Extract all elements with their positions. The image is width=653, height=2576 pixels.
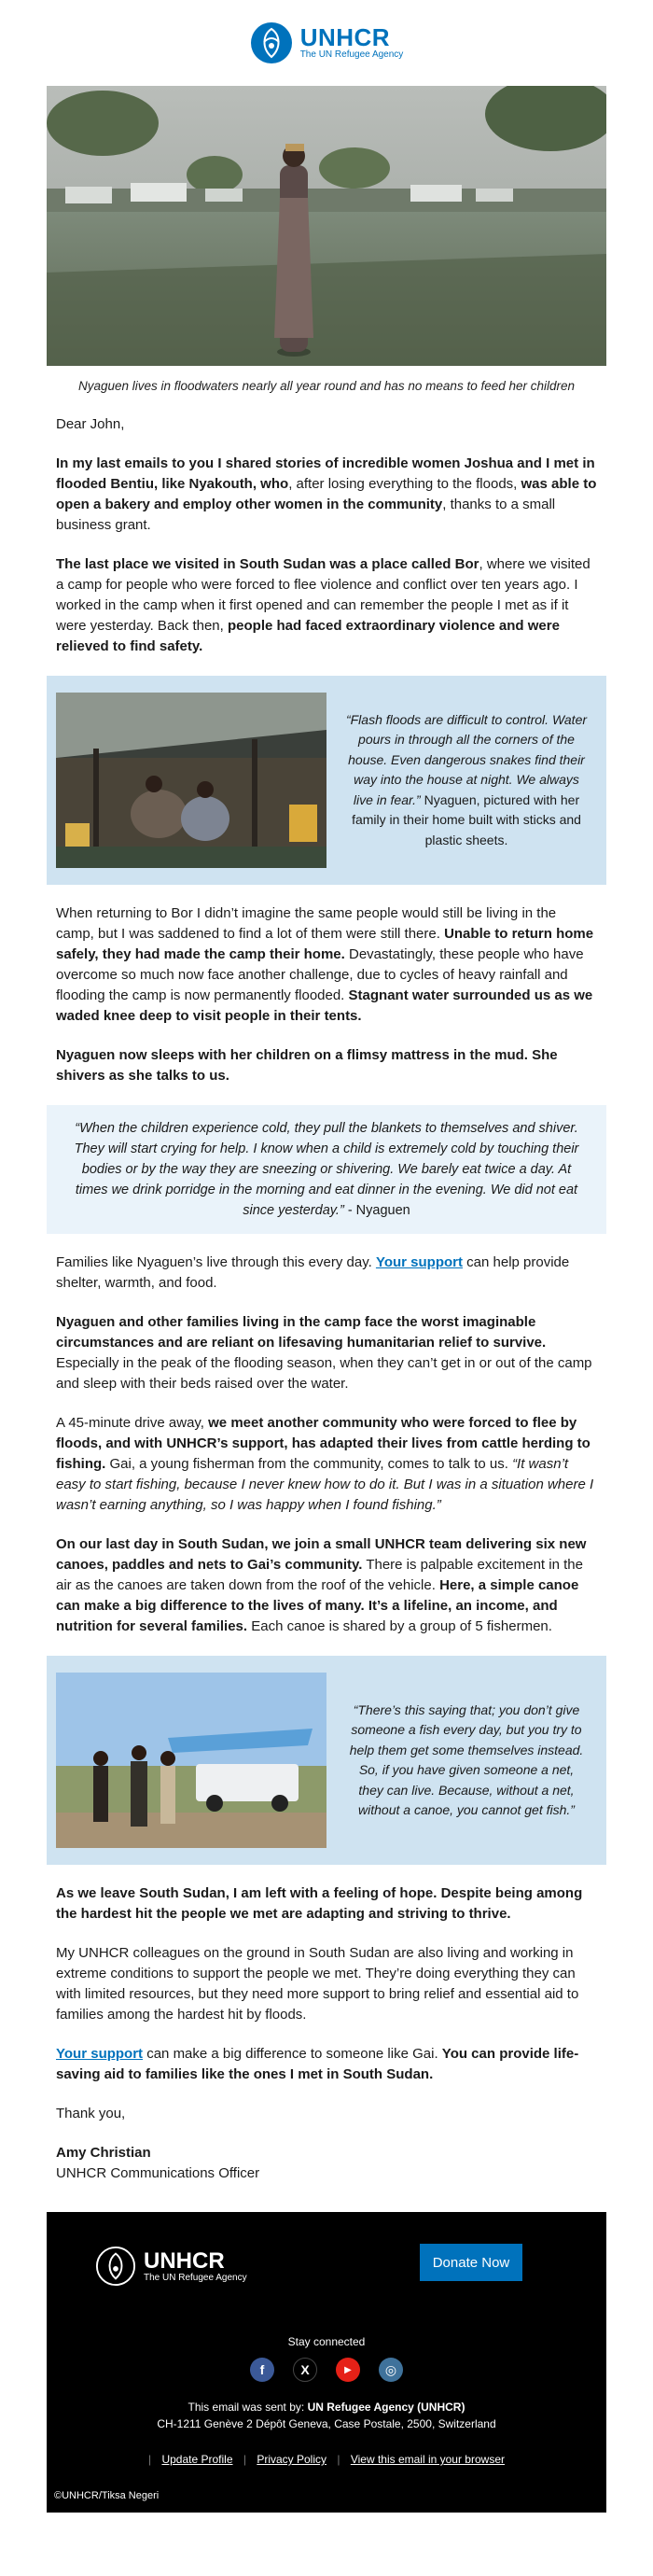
donate-now-button[interactable]: Donate Now <box>420 2244 522 2281</box>
privacy-policy-link[interactable]: Privacy Policy <box>257 2453 326 2466</box>
quote-nyaguen-text: “Flash floods are difficult to control. Water pours in through all the corners of the house. Even dangerous snakes find their way into the house at night. We always live in fear.” Nyaguen, pictured with her family in their home built with sticks and plastic sheets. <box>345 711 588 847</box>
signature <box>0 2143 653 2184</box>
brand-name: UNHCR <box>299 23 391 51</box>
social-links <box>47 2358 606 2382</box>
footer-brand-tagline: The UN Refugee Agency <box>144 2272 247 2283</box>
email-header <box>0 0 653 86</box>
sender-address: CH-1211 Genève 2 Dépôt Geneva, Case Postale, 2500, Switzerland <box>157 2417 496 2430</box>
unhcr-logo[interactable] <box>250 21 404 64</box>
sender-info: This email was sent by: UN Refugee Agency (UNHCR) CH-1211 Genève 2 Dépôt Geneva, Case Postale, 2500, Switzerland <box>47 2399 606 2432</box>
paragraph-5: Families like Nyaguen’s live through this every day. Your support can help provide shelter, warmth, and food. <box>56 1254 570 1291</box>
brand-tagline: The UN Refugee Agency <box>299 49 404 60</box>
photo-credit: ©UNHCR/Tiksa Negeri <box>54 2490 160 2501</box>
thanks: Thank you, <box>56 2106 126 2121</box>
paragraph-8: On our last day in South Sudan, we join a small UNHCR team delivering six new canoes, paddles and nets to Gai’s community. There is palpable excitement in the air as the canoes are taken down from the roof of the vehicle. Here, a simple canoe can make a big difference to the lives of many. It’s a lifeline, an income, and nutrition for several families. Each canoe is shared by a group of 5 fishermen. <box>56 1536 587 1634</box>
family-photo <box>56 693 326 868</box>
email-footer <box>47 2212 606 2513</box>
update-profile-link[interactable]: Update Profile <box>161 2453 233 2466</box>
paragraph-1: In my last emails to you I shared stories of incredible women Joshua and I met in flooded Bentiu, like Nyakouth, who, after losing everything to the floods, was able to open a bakery and employ other women in the community, thanks to a small business grant. <box>56 455 597 533</box>
hero-caption: Nyaguen lives in floodwaters nearly all year round and has no means to feed her children <box>77 379 576 393</box>
quote-gai-text: “There’s this saying that; you don’t give someone a fish every day, but you try to help them get some themselves instead. So, if you have given someone a net, they can live. Because, without a net, without a canoe, you cannot get fish.” <box>349 1701 584 1817</box>
hero-image <box>47 86 606 366</box>
laurel-logo-icon <box>95 2246 136 2287</box>
letter-body <box>0 414 653 657</box>
quote-box-nyaguen <box>47 676 606 885</box>
your-support-link-2[interactable]: Your support <box>56 2046 144 2062</box>
footer-brand-name: UNHCR <box>144 2247 225 2274</box>
facebook-icon[interactable]: f <box>250 2358 274 2382</box>
signature-title: UNHCR Communications Officer <box>56 2165 260 2181</box>
instagram-icon[interactable]: ◎ <box>379 2358 403 2382</box>
laurel-logo-icon <box>250 21 293 64</box>
your-support-link[interactable]: Your support <box>375 1254 463 1270</box>
greeting: Dear John, <box>56 416 125 432</box>
paragraph-2: The last place we visited in South Sudan was a place called Bor, where we visited a camp for people who were forced to flee violence and conflict over ten years ago. I worked in the camp when it first opened and can remember the people I met as if it were yesterday. Back then, people had faced extraordinary violence and were relieved to find safety. <box>56 556 590 654</box>
footer-links: | Update Profile | Privacy Policy | View this email in your browser <box>147 2453 505 2466</box>
youtube-icon[interactable]: ▶ <box>336 2358 360 2382</box>
view-in-browser-link[interactable]: View this email in your browser <box>350 2453 505 2466</box>
canoe-delivery-photo <box>56 1673 326 1848</box>
quote-children-cold: “When the children experience cold, they pull the blankets to themselves and shiver. They will start crying for help. I know when a child is extremely cold by touching their bodies or by the way they are sneezing or shivering. We barely eat twice a day. At times we drink porridge in the morning and eat dinner in the evening. We did not eat since yesterday.” - Nyaguen <box>47 1105 606 1234</box>
paragraph-7: A 45-minute drive away, we meet another community who were forced to flee by floods, and with UNHCR’s support, has adapted their lives from cattle herding to fishing. Gai, a young fisherman from the community, comes to talk to us. “It wasn’t easy to start fishing, because I never knew how to do it. But I was in a situation where I wasn’t earning anything, so I was happy when I found fishing.” <box>56 1415 594 1513</box>
paragraph-11: Your support can make a big difference to someone like Gai. You can provide life-saving aid to families like the ones I met in South Sudan. <box>56 2046 579 2082</box>
paragraph-10: My UNHCR colleagues on the ground in South Sudan are also living and working in extreme conditions to support the people we met. They’re doing everything they can with limited resources, but they need more support to bring relief and essential aid to families among the hardest hit by floods. <box>56 1945 579 2023</box>
paragraph-6: Nyaguen and other families living in the camp face the worst imaginable circumstances and are reliant on lifesaving humanitarian relief to survive. Especially in the peak of the flooding season, when they can’t get in or out of the camp and sleep with their beds raised over the water. <box>56 1314 592 1392</box>
x-icon[interactable]: X <box>293 2358 317 2382</box>
signature-name: Amy Christian <box>56 2145 151 2161</box>
paragraph-9: As we leave South Sudan, I am left with a feeling of hope. Despite being among the hardest hit the people we met are adapting and striving to thrive. <box>56 1885 583 1922</box>
paragraph-4: Nyaguen now sleeps with her children on a flimsy mattress in the mud. She shivers as she talks to us. <box>56 1047 558 1084</box>
paragraph-3: When returning to Bor I didn’t imagine the same people would still be living in the camp, but I was saddened to find a lot of them were still there. Unable to return home safely, they had made the camp their home. Devastatingly, these people who have overcome so much now face another challenge, due to cycles of heavy rainfall and flooding the camp is now permanently flooded. Stagnant water surrounded us as we waded knee deep to visit people in their tents. <box>56 905 594 1024</box>
quote-box-fishermen <box>47 1656 606 1865</box>
footer-logo[interactable] <box>95 2246 247 2287</box>
stay-connected-label: Stay connected <box>287 2335 366 2348</box>
